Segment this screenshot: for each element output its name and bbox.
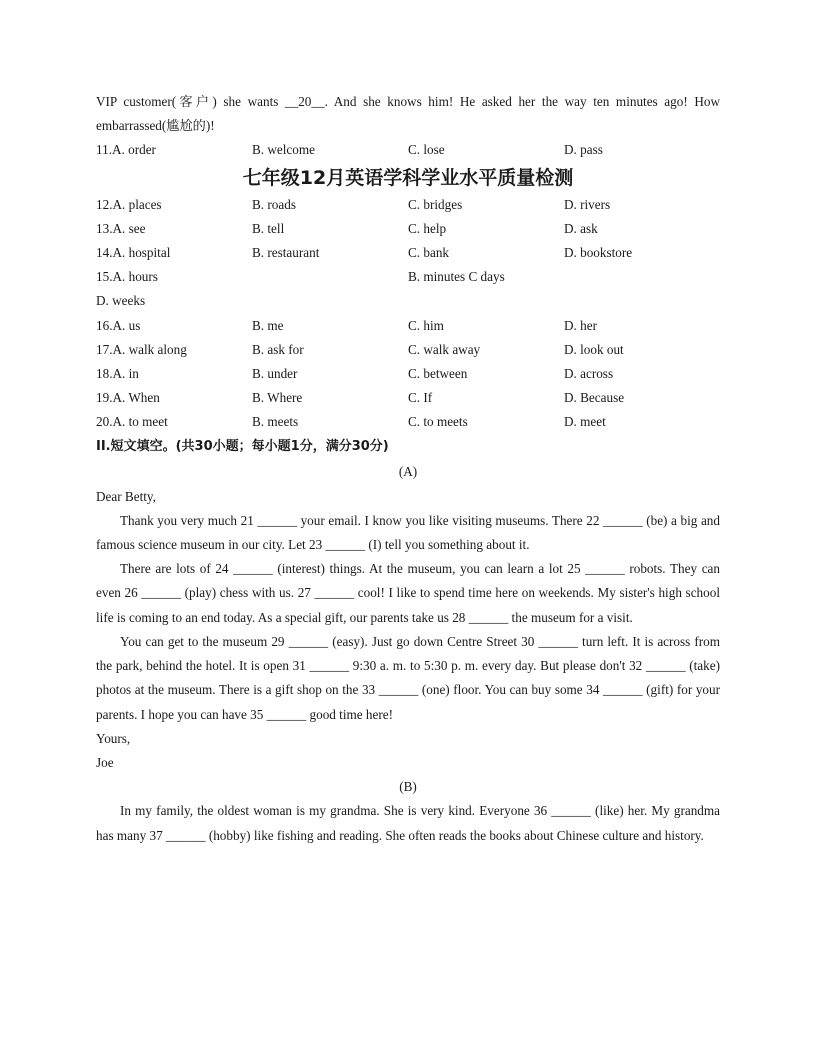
- question-row: [96, 410, 720, 434]
- answer-blank: __20__: [285, 94, 325, 109]
- option-a: 14.A. hospital: [96, 244, 171, 260]
- option-d: D. bookstore: [564, 244, 633, 260]
- part-label: (A): [398, 464, 418, 480]
- question-row: [96, 217, 720, 241]
- passage-text: . And she knows him! He asked her the way ten minutes ago! How: [324, 94, 720, 109]
- option-c: C. bridges: [408, 196, 463, 212]
- option-b: B. welcome: [252, 142, 315, 158]
- option-c: C. to meets: [408, 414, 468, 430]
- option-d: D. ask: [564, 220, 598, 236]
- exam-title: 七年级12月英语学科学业水平质量检测: [242, 166, 574, 189]
- question-row: [96, 314, 720, 338]
- option-a: 15.A. hours: [96, 269, 158, 285]
- option-b: B. meets: [252, 414, 299, 430]
- letter-greeting: Dear Betty,: [96, 488, 156, 504]
- option-b: B. me: [252, 317, 284, 333]
- passage-line: embarrassed(尴尬的)!: [96, 118, 215, 134]
- option-a: 17.A. walk along: [96, 341, 187, 357]
- option-a: 16.A. us: [96, 317, 141, 333]
- paragraph: In my family, the oldest woman is my grandma. She is very kind. Everyone 36 ______ (like) her. My grandma has many 37 ______ (hobby) like fishing and reading. She often reads the books about Chinese culture and history.: [96, 803, 720, 843]
- letter-signature: Joe: [96, 754, 114, 770]
- question-row: [96, 362, 720, 386]
- question-row: [96, 138, 720, 162]
- option-d: D. pass: [564, 142, 603, 158]
- option-d: D. weeks: [96, 293, 146, 309]
- option-b: B. restaurant: [252, 244, 320, 260]
- option-d: D. across: [564, 365, 614, 381]
- passage-text: VIP customer(客户) she wants: [96, 94, 285, 109]
- option-bc: B. minutes C days: [408, 269, 505, 285]
- question-row: [96, 338, 720, 362]
- section-heading: II.短文填空。(共30小题；每小题1分，满分30分): [96, 439, 389, 455]
- option-b: B. tell: [252, 220, 285, 236]
- option-b: B. under: [252, 365, 298, 381]
- option-c: C. help: [408, 220, 447, 236]
- option-c: C. lose: [408, 142, 445, 158]
- option-d: D. look out: [564, 341, 624, 357]
- option-c: C. between: [408, 365, 468, 381]
- question-row: [96, 241, 720, 265]
- option-b: B. Where: [252, 390, 303, 406]
- option-c: C. bank: [408, 244, 450, 260]
- option-c: C. If: [408, 390, 433, 406]
- option-b: B. ask for: [252, 341, 304, 357]
- question-row: [96, 289, 720, 313]
- paragraph: There are lots of 24 ______ (interest) things. At the museum, you can learn a lot 25 ______ robots. They can even 26 ______ (play) chess with us. 27 ______ cool! I like to spend time here on weekends. My sister's high school life is coming to an end today. As a special gift, our parents take us 28 ______ the museum for a visit.: [96, 561, 720, 625]
- option-d: D. rivers: [564, 196, 611, 212]
- option-a: 20.A. to meet: [96, 414, 168, 430]
- option-c: C. walk away: [408, 341, 481, 357]
- option-a: 18.A. in: [96, 365, 139, 381]
- option-d: D. meet: [564, 414, 606, 430]
- question-row: [96, 193, 720, 217]
- question-row: [96, 265, 720, 289]
- paragraph: You can get to the museum 29 ______ (easy). Just go down Centre Street 30 ______ turn left. It is across from the park, behind the hotel. It is open 31 ______ 9:30 a. m. to 5:30 p. m. every day. But please don't 32 ______ (take) photos at the museum. There is a gift shop on the 33 ______ (one) floor. You can buy some 34 ______ (gift) for your parents. I hope you can have 35 ______ good time here!: [96, 633, 720, 722]
- passage-line: [96, 90, 720, 114]
- option-a: 12.A. places: [96, 196, 162, 212]
- option-a: 13.A. see: [96, 220, 146, 236]
- question-row: [96, 386, 720, 410]
- option-a: 19.A. When: [96, 390, 160, 406]
- letter-closing: Yours,: [96, 730, 131, 746]
- document-page: [96, 90, 720, 848]
- option-b: B. roads: [252, 196, 296, 212]
- paragraph: Thank you very much 21 ______ your email. I know you like visiting museums. There 22 ______ (be) a big and famous science museum in our city. Let 23 ______ (I) tell you something about it.: [96, 512, 720, 553]
- part-label: (B): [399, 779, 417, 795]
- option-d: D. her: [564, 317, 597, 333]
- option-a: 11.A. order: [96, 142, 156, 158]
- option-c: C. him: [408, 317, 444, 333]
- option-d: D. Because: [564, 390, 625, 406]
